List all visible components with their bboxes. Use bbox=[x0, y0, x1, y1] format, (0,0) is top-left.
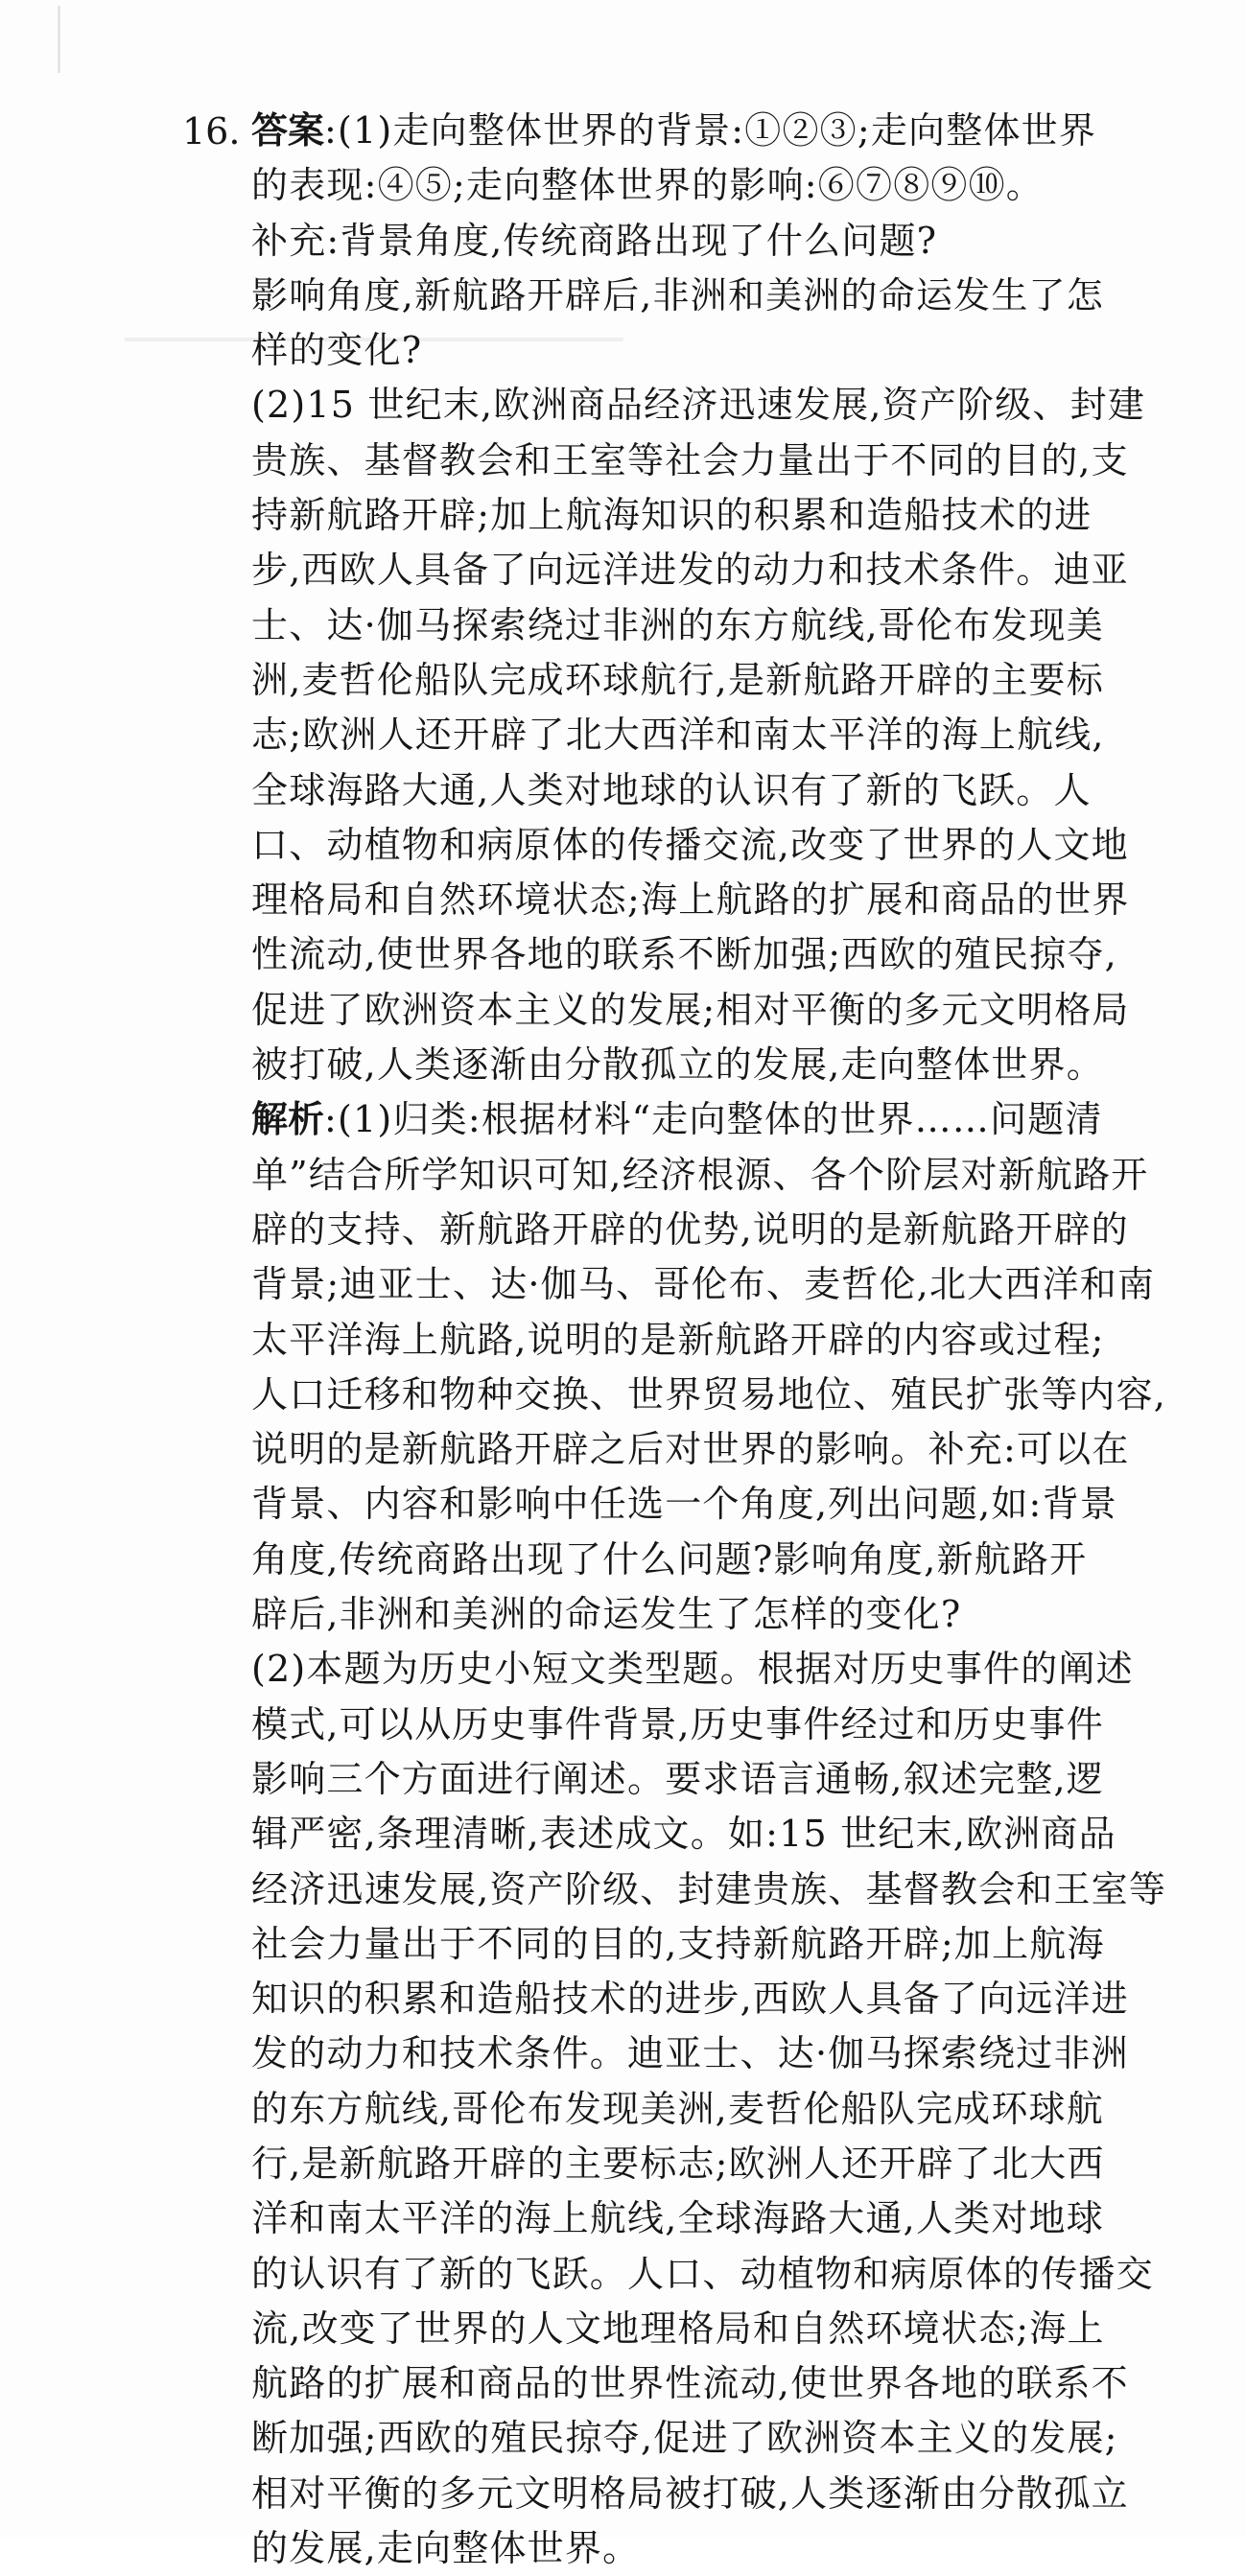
answer-line: 被打破,人类逐渐由分散孤立的发展,走向整体世界。 bbox=[251, 1043, 1104, 1087]
question-number: 16. bbox=[182, 110, 241, 152]
analysis-line: 的东方航线,哥伦布发现美洲,麦哲伦船队完成环球航 bbox=[251, 2087, 1104, 2130]
analysis-line: 流,改变了世界的人文地理格局和自然环境状态;海上 bbox=[251, 2307, 1105, 2350]
answer-line: 性流动,使世界各地的联系不断加强;西欧的殖民掠夺, bbox=[251, 933, 1117, 976]
analysis-line: 发的动力和技术条件。迪亚士、达·伽马探索绕过非洲 bbox=[251, 2032, 1129, 2075]
answer-line: 样的变化? bbox=[251, 329, 423, 372]
analysis-line: 辟后,非洲和美洲的命运发生了怎样的变化? bbox=[251, 1593, 962, 1636]
answer-line: 口、动植物和病原体的传播交流,改变了世界的人文地 bbox=[251, 823, 1129, 866]
answer-line: 理格局和自然环境状态;海上航路的扩展和商品的世界 bbox=[251, 878, 1130, 922]
analysis-line: 行,是新航路开辟的主要标志;欧洲人还开辟了北大西 bbox=[251, 2142, 1105, 2185]
analysis-line: 经济迅速发展,资产阶级、封建贵族、基督教会和王室等 bbox=[251, 1867, 1167, 1910]
analysis-label: 解析 bbox=[251, 1098, 325, 1141]
analysis-line: 的认识有了新的飞跃。人口、动植物和病原体的传播交 bbox=[251, 2252, 1154, 2295]
answer-line: 志;欧洲人还开辟了北大西洋和南太平洋的海上航线, bbox=[251, 714, 1105, 757]
analysis-line: 的发展,走向整体世界。 bbox=[251, 2527, 641, 2570]
analysis-line: 知识的积累和造船技术的进步,西欧人具备了向远洋进 bbox=[251, 1978, 1129, 2021]
answer-line: 影响角度,新航路开辟后,非洲和美洲的命运发生了怎 bbox=[251, 273, 1104, 316]
answer-body bbox=[251, 104, 1201, 2576]
analysis-line: 断加强;西欧的殖民掠夺,促进了欧洲资本主义的发展; bbox=[251, 2417, 1118, 2460]
analysis-line: (2)本题为历史小短文类型题。根据对历史事件的阐述 bbox=[251, 1648, 1134, 1691]
answer-line: 的表现:④⑤;走向整体世界的影响:⑥⑦⑧⑨⑩。 bbox=[251, 164, 1045, 207]
analysis-line: 太平洋海上航路,说明的是新航路开辟的内容或过程; bbox=[251, 1318, 1105, 1361]
answer-line: 持新航路开辟;加上航海知识的积累和造船技术的进 bbox=[251, 494, 1092, 537]
scan-artifact-top bbox=[58, 6, 60, 73]
analysis-line: 模式,可以从历史事件背景,历史事件经过和历史事件 bbox=[251, 1702, 1104, 1745]
answer-line: 洲,麦哲伦船队完成环球航行,是新航路开辟的主要标 bbox=[251, 658, 1104, 701]
analysis-line: 背景;迪亚士、达·伽马、哥伦布、麦哲伦,北大西洋和南 bbox=[251, 1263, 1156, 1306]
analysis-line: 航路的扩展和商品的世界性流动,使世界各地的联系不 bbox=[251, 2362, 1129, 2405]
analysis-line: 人口迁移和物种交换、世界贸易地位、殖民扩张等内容, bbox=[251, 1372, 1167, 1416]
answer-line: 答案:(1)走向整体世界的背景:①②③;走向整体世界 bbox=[251, 109, 1097, 152]
analysis-line: 社会力量出于不同的目的,支持新航路开辟;加上航海 bbox=[251, 1922, 1105, 1965]
answer-line: (2)15 世纪末,欧洲商品经济迅速发展,资产阶级、封建 bbox=[251, 384, 1146, 427]
answer-line: 步,西欧人具备了向远洋进发的动力和技术条件。迪亚 bbox=[251, 549, 1129, 592]
analysis-line: 洋和南太平洋的海上航线,全球海路大通,人类对地球 bbox=[251, 2197, 1104, 2240]
analysis-line: 说明的是新航路开辟之后对世界的影响。补充:可以在 bbox=[251, 1428, 1130, 1471]
analysis-line: 辑严密,条理清晰,表述成文。如:15 世纪末,欧洲商品 bbox=[251, 1813, 1116, 1856]
answer-line: 补充:背景角度,传统商路出现了什么问题? bbox=[251, 219, 938, 262]
analysis-line: 背景、内容和影响中任选一个角度,列出问题,如:背景 bbox=[251, 1483, 1117, 1526]
answer-line: 全球海路大通,人类对地球的认识有了新的飞跃。人 bbox=[251, 768, 1092, 811]
analysis-line: 影响三个方面进行阐述。要求语言通畅,叙述完整,逻 bbox=[251, 1757, 1104, 1800]
answer-line: 士、达·伽马探索绕过非洲的东方航线,哥伦布发现美 bbox=[251, 603, 1104, 646]
analysis-line: 解析:(1)归类:根据材料“走向整体的世界……问题清 bbox=[251, 1098, 1103, 1141]
analysis-line: 相对平衡的多元文明格局被打破,人类逐渐由分散孤立 bbox=[251, 2471, 1129, 2515]
analysis-line: 单”结合所学知识可知,经济根源、各个阶层对新航路开 bbox=[251, 1153, 1149, 1196]
answer-line: 贵族、基督教会和王室等社会力量出于不同的目的,支 bbox=[251, 438, 1129, 481]
answer-label: 答案 bbox=[251, 109, 325, 152]
answer-line: 促进了欧洲资本主义的发展;相对平衡的多元文明格局 bbox=[251, 988, 1130, 1031]
analysis-line: 辟的支持、新航路开辟的优势,说明的是新航路开辟的 bbox=[251, 1207, 1129, 1251]
analysis-line: 角度,传统商路出现了什么问题?影响角度,新航路开 bbox=[251, 1537, 1088, 1581]
